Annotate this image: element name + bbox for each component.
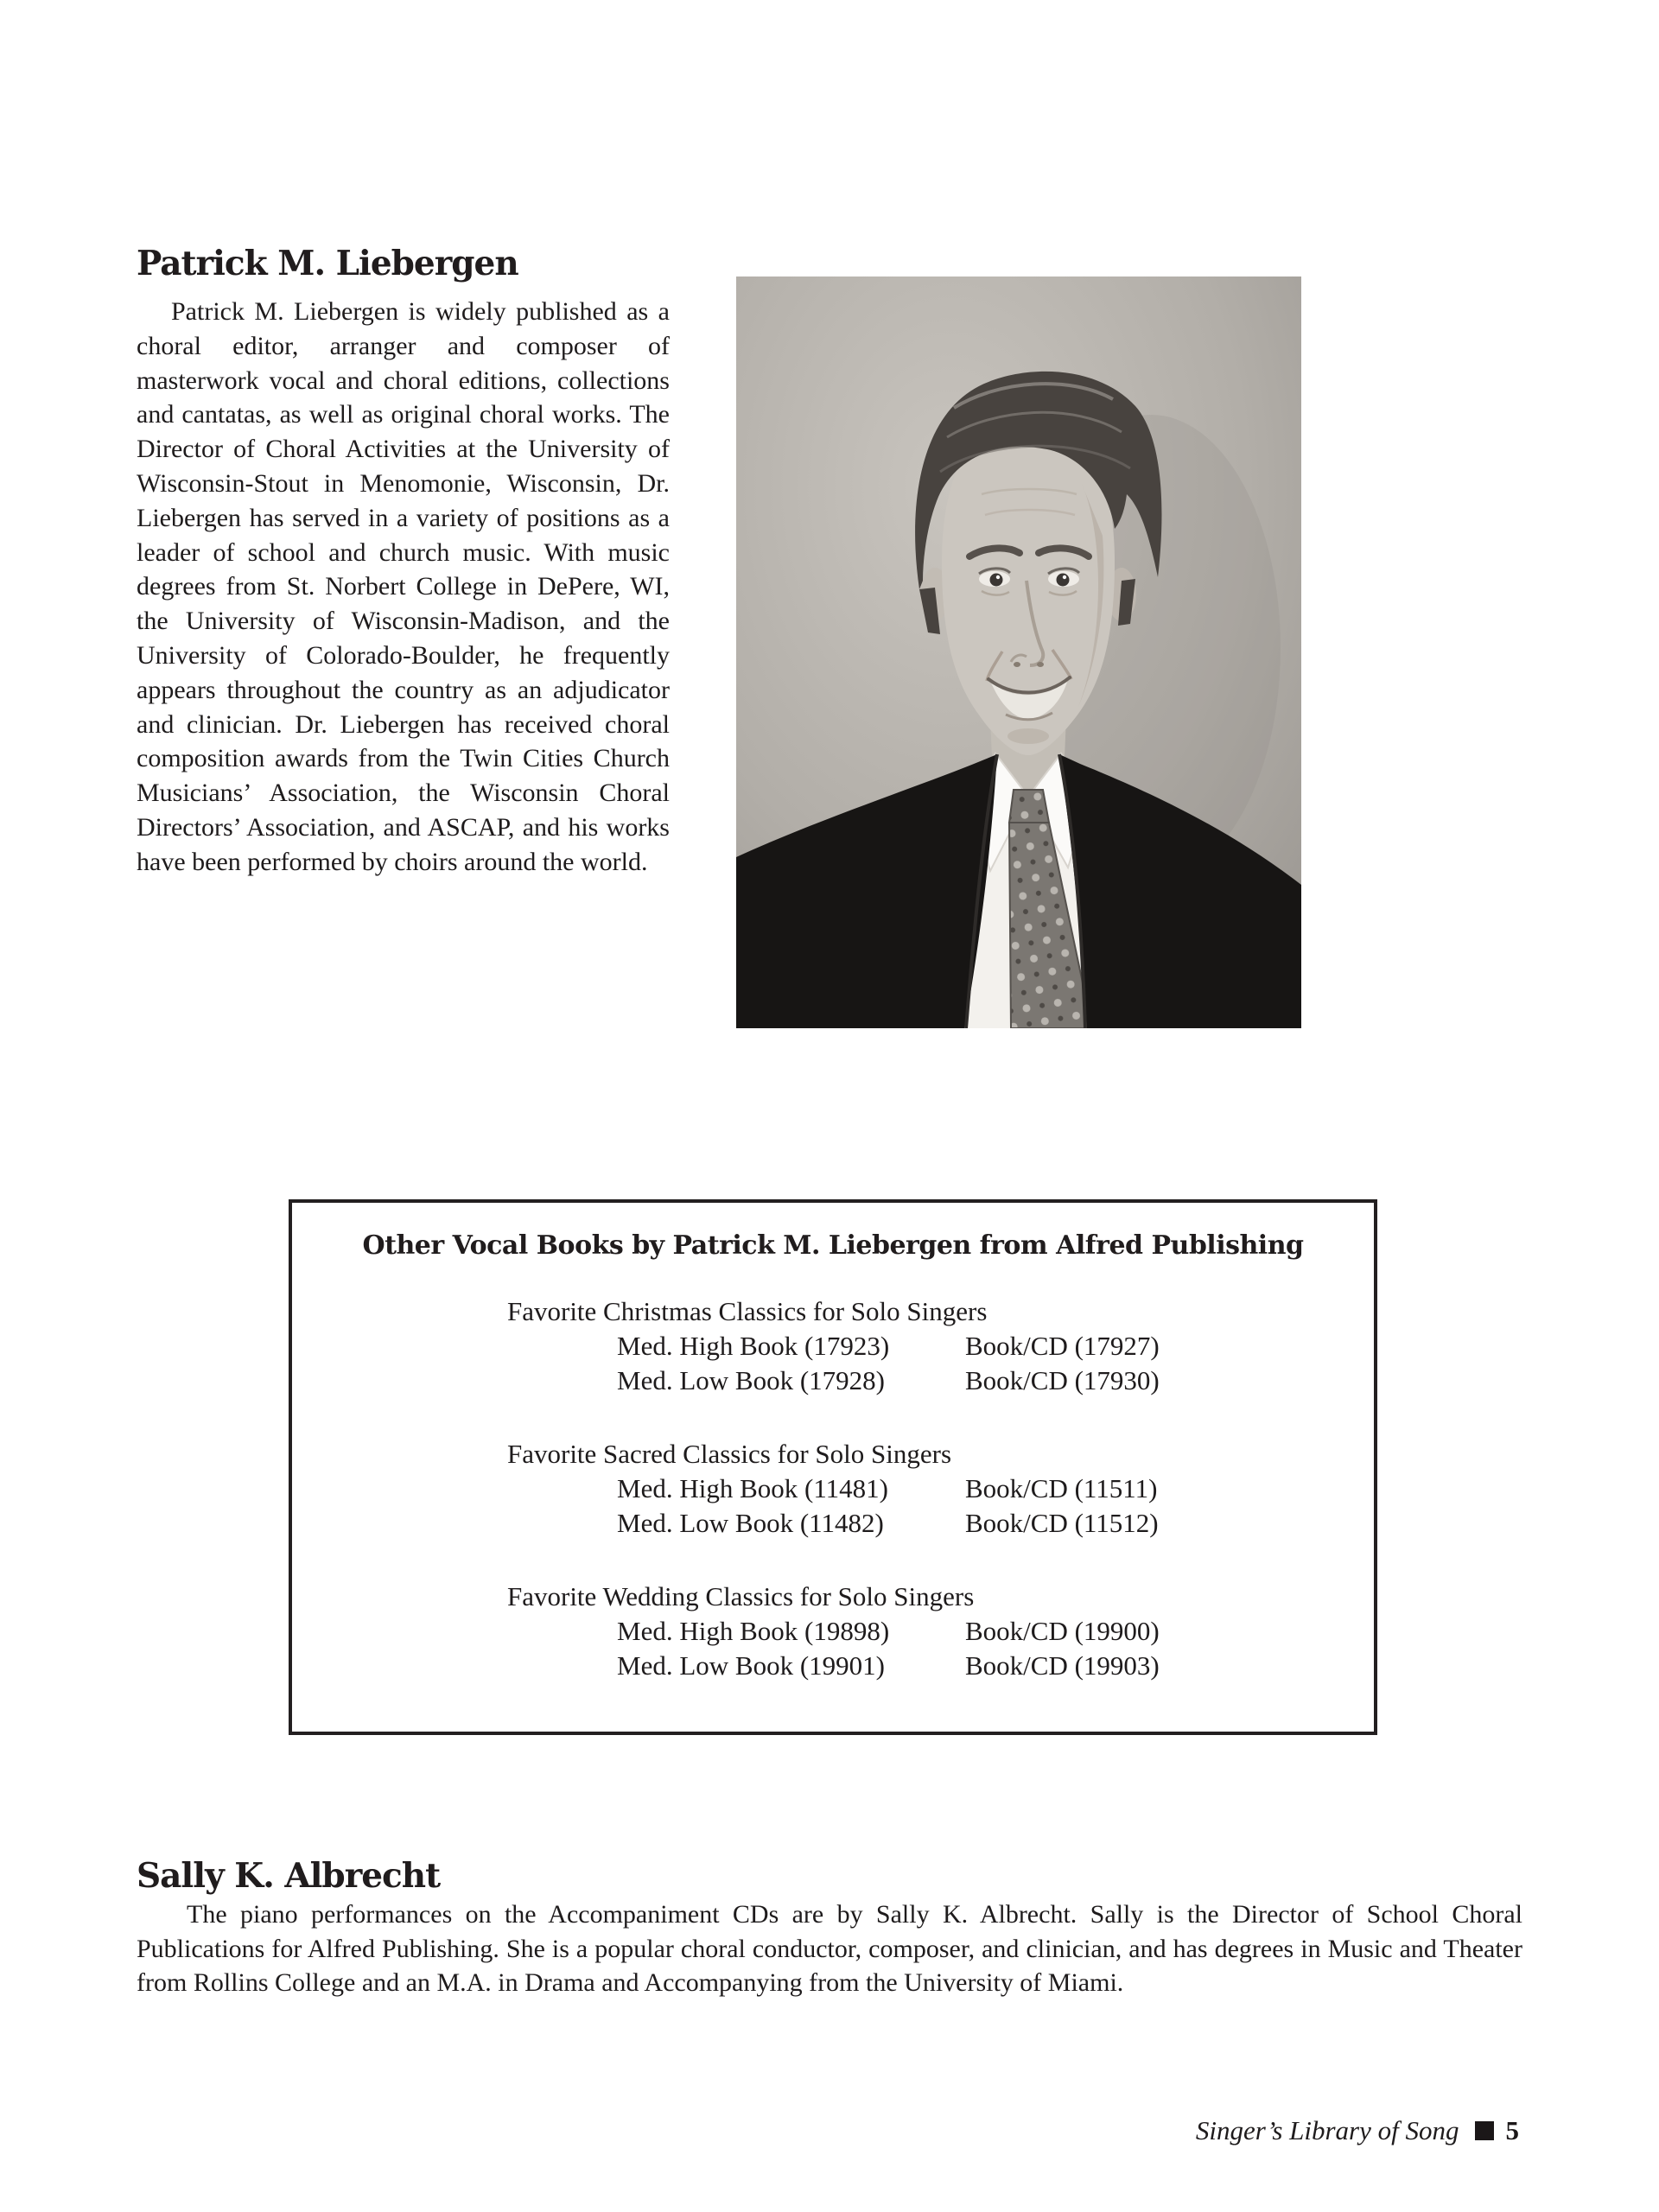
book-group-title: Favorite Sacred Classics for Solo Singers xyxy=(507,1439,952,1469)
book-group-christmas xyxy=(507,1294,1374,1398)
book-cd: Book/CD (19903) xyxy=(965,1650,1160,1681)
footer-square-icon xyxy=(1475,2121,1494,2140)
book-edition: Med. Low Book (17928) xyxy=(617,1365,885,1395)
book-group-title: Favorite Christmas Classics for Solo Singers xyxy=(507,1296,988,1326)
bio-paragraph-liebergen: Patrick M. Liebergen is widely published as a choral editor, arranger and composer of masterwork vocal and choral editions, collections and cantatas, as well as original choral works. The Director of Choral Activities at the University of Wisconsin-Stout in Menomonie, Wisconsin, Dr. Liebergen has served in a variety of positions as a leader of school and church music. With music degrees from St. Norbert College in DePere, WI, the University of Wisconsin-Madison, and the University of Colorado-Boulder, he frequently appears throughout the country as an adjudicator and clinician. Dr. Liebergen has received choral composition awards from the Twin Cities Church Musicians’ Association, the Wisconsin Choral Directors’ Association, and ASCAP, and his works have been performed by choirs around the world. xyxy=(137,297,670,876)
book-cd: Book/CD (17927) xyxy=(965,1331,1160,1361)
book-row xyxy=(617,1614,1374,1649)
book-group-sacred xyxy=(507,1437,1374,1541)
page-footer xyxy=(1196,2113,1519,2148)
book-edition: Med. High Book (17923) xyxy=(617,1331,890,1361)
book-row xyxy=(617,1363,1374,1398)
heading-patrick-liebergen: Patrick M. Liebergen xyxy=(137,244,518,283)
book-edition: Med. Low Book (11482) xyxy=(617,1508,884,1538)
portrait-photo xyxy=(736,276,1301,1028)
footer-page-number: 5 xyxy=(1505,2115,1519,2145)
book-edition: Med. Low Book (19901) xyxy=(617,1650,885,1681)
book-row xyxy=(617,1471,1374,1506)
book-cd: Book/CD (11512) xyxy=(965,1508,1159,1538)
book-cd: Book/CD (11511) xyxy=(965,1473,1158,1503)
book-cd: Book/CD (19900) xyxy=(965,1616,1160,1646)
book-group-title: Favorite Wedding Classics for Solo Singers xyxy=(507,1581,975,1611)
bio-paragraph-albrecht: The piano performances on the Accompaniment CDs are by Sally K. Albrecht. Sally is the Director of School Choral Publications for Alfred Publishing. She is a popular choral conductor, composer, and clinician, and has degrees in Music and Theater from Rollins College and an M.A. in Drama and Accompanying from the University of Miami. xyxy=(137,1900,1522,1997)
books-box-title: Other Vocal Books by Patrick M. Liebergen from Alfred Publishing xyxy=(362,1230,1304,1261)
book-cd: Book/CD (17930) xyxy=(965,1365,1160,1395)
footer-book-title: Singer’s Library of Song xyxy=(1195,2115,1459,2145)
book-row xyxy=(617,1649,1374,1683)
book-row xyxy=(617,1506,1374,1541)
book-edition: Med. High Book (11481) xyxy=(617,1473,888,1503)
other-books-box xyxy=(289,1199,1377,1735)
heading-sally-albrecht: Sally K. Albrecht xyxy=(137,1856,441,1896)
book-group-wedding xyxy=(507,1580,1374,1683)
book-row xyxy=(617,1329,1374,1363)
portrait-photo-graphic xyxy=(736,276,1301,1028)
book-edition: Med. High Book (19898) xyxy=(617,1616,890,1646)
